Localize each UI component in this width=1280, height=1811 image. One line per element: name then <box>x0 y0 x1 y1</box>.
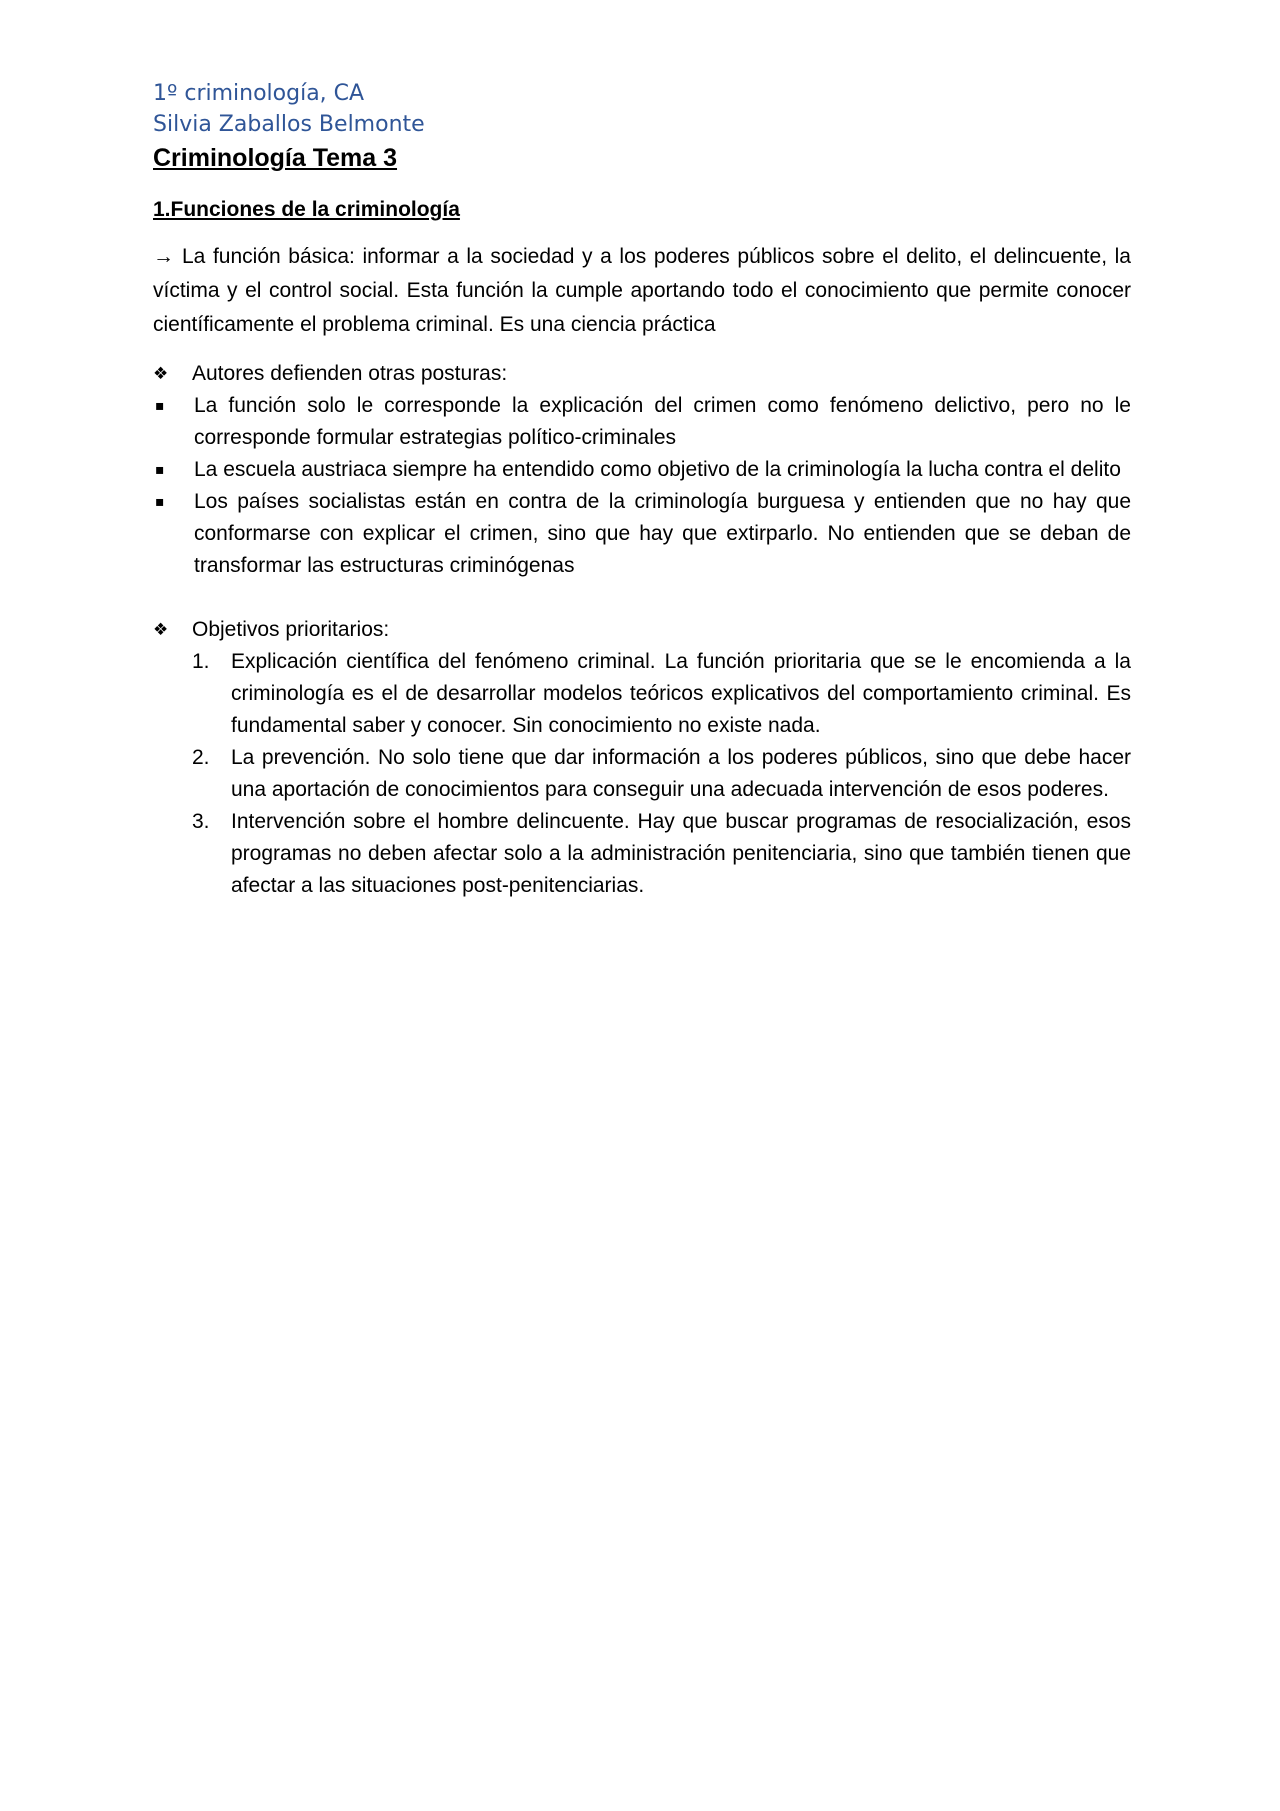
diamond-bullet-icon: ❖ <box>153 364 169 384</box>
item-text: Intervención sobre el hombre delincuente. Hay que buscar programas de resocialización, esos programas no deben afectar solo a la administración penitenciaria, sino que también tienen que afectar a las situaciones post-penitenciarias. <box>231 810 1131 897</box>
course-line: 1º criminología, CA <box>153 81 365 106</box>
item-text: Explicación científica del fenómeno criminal. La función prioritaria que se le encomienda a la criminología es el de desarrollar modelos teóricos explicativos del comportamiento criminal. Es fundamental saber y conocer. Sin conocimiento no existe nada. <box>231 650 1131 737</box>
numbered-item <box>192 742 1131 806</box>
square-bullet-icon: ▪ <box>155 494 165 510</box>
diamond-bullet-icon: ❖ <box>153 620 169 640</box>
item-number: 1. <box>192 650 210 673</box>
list-item-text: La escuela austriaca siempre ha entendido como objetivo de la criminología la lucha contra el delito <box>194 458 1121 481</box>
objectives-label: Objetivos prioritarios: <box>192 618 390 641</box>
square-bullet-icon: ▪ <box>155 398 165 414</box>
list-item <box>153 390 1131 454</box>
spacer <box>153 582 1131 614</box>
arrow-icon: → <box>153 245 174 268</box>
author-line: Silvia Zaballos Belmonte <box>153 112 425 137</box>
item-text: La prevención. No solo tiene que dar información a los poderes públicos, sino que debe hacer una aportación de conocimientos para conseguir una adecuada intervención de esos poderes. <box>231 746 1131 801</box>
section-heading: 1.Funciones de la criminología <box>153 198 460 221</box>
document-page <box>153 78 1131 902</box>
item-number: 2. <box>192 746 210 769</box>
postures-heading <box>153 358 1131 390</box>
intro-text: La función básica: informar a la sociedad y a los poderes públicos sobre el delito, el delincuente, la víctima y el control social. Esta función la cumple aportando todo el conocimiento que permite conocer científicamente el problema criminal. Es una ciencia práctica <box>153 245 1131 336</box>
postures-label: Autores defienden otras posturas: <box>192 362 508 385</box>
intro-paragraph <box>153 240 1131 342</box>
list-item-text: Los países socialistas están en contra de la criminología burguesa y entienden que no hay que conformarse con explicar el crimen, sino que hay que extirparlo. No entienden que se deban de transformar las estructuras criminógenas <box>194 490 1131 577</box>
list-item <box>153 486 1131 582</box>
numbered-item <box>192 646 1131 742</box>
objectives-heading <box>153 614 1131 646</box>
item-number: 3. <box>192 810 210 833</box>
list-item <box>153 454 1131 486</box>
numbered-item <box>192 806 1131 902</box>
list-item-text: La función solo le corresponde la explicación del crimen como fenómeno delictivo, pero no le corresponde formular estrategias político-criminales <box>194 394 1131 449</box>
square-bullet-icon: ▪ <box>155 462 165 478</box>
page-title: Criminología Tema 3 <box>153 144 398 172</box>
